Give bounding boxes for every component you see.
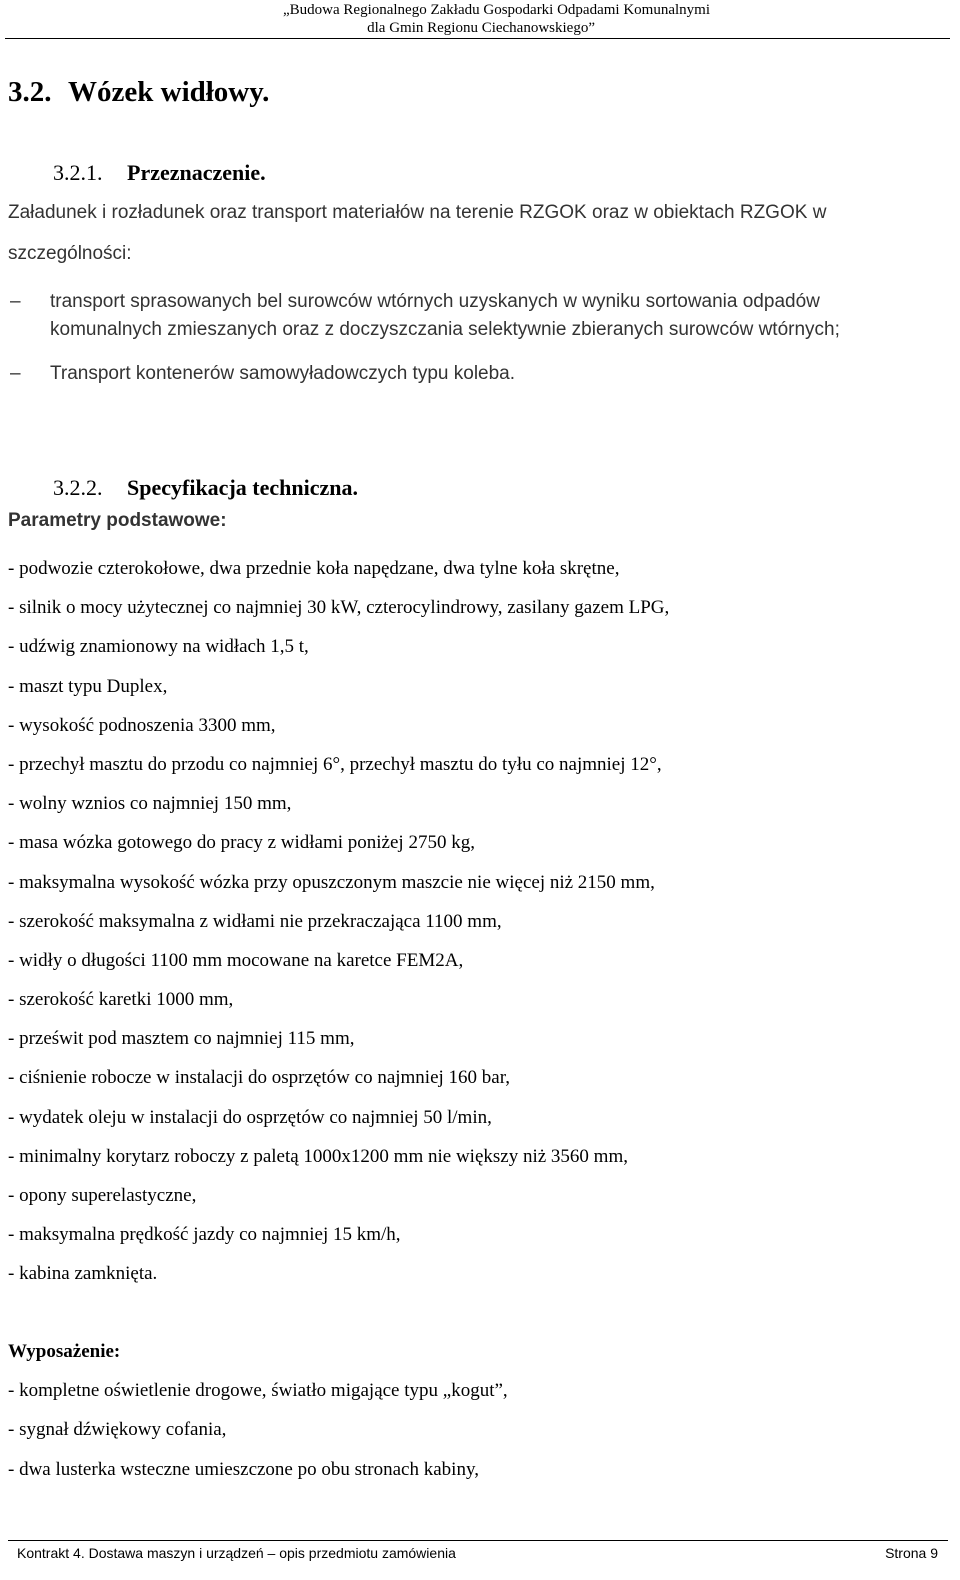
params-title: Parametry podstawowe: (8, 510, 227, 531)
param-item: - podwozie czterokołowe, dwa przednie koła napędzane, dwa tylne koła skrętne, (8, 558, 620, 579)
bullet-text-line-1: transport sprasowanych bel surowców wtórnych uzyskanych w wyniku sortowania odpadów (50, 291, 820, 312)
param-item: - maksymalna prędkość jazdy co najmniej 15 km/h, (8, 1224, 401, 1246)
purpose-bullet (8, 360, 948, 388)
bullet-dash: – (10, 291, 21, 312)
footer-page-number: Strona 9 (885, 1545, 938, 1561)
purpose-heading (53, 160, 266, 186)
purpose-intro-line-2: szczególności: (8, 243, 132, 264)
equipment-list (8, 1371, 508, 1489)
footer-contract: Kontrakt 4. Dostawa maszyn i urządzeń – opis przedmiotu zamówienia (17, 1545, 456, 1561)
param-item: - szerokość karetki 1000 mm, (8, 989, 234, 1011)
equipment-item: - sygnał dźwiękowy cofania, (8, 1419, 227, 1441)
param-item: - masa wózka gotowego do pracy z widłami poniżej 2750 kg, (8, 832, 475, 854)
param-item: - maszt typu Duplex, (8, 675, 168, 697)
param-item: - wolny wznios co najmniej 150 mm, (8, 793, 292, 815)
purpose-bullets (8, 288, 948, 388)
params-list (8, 549, 669, 1294)
purpose-number: 3.2.1. (53, 160, 103, 185)
param-item: - kabina zamknięta. (8, 1263, 158, 1285)
section-number: 3.2. (8, 76, 52, 108)
header-line-2: dla Gmin Regionu Ciechanowskiego” (367, 20, 595, 36)
spec-title: Specyfikacja techniczna. (127, 475, 358, 500)
param-item: - wysokość podnoszenia 3300 mm, (8, 714, 276, 736)
purpose-title: Przeznaczenie. (127, 160, 266, 185)
equipment-title: Wyposażenie: (8, 1341, 121, 1362)
equipment-item: - kompletne oświetlenie drogowe, światło migające typu „kogut”, (8, 1380, 508, 1401)
spec-number: 3.2.2. (53, 475, 103, 500)
bullet-dash: – (10, 363, 21, 384)
header-rule (5, 38, 950, 39)
param-item: - opony superelastyczne, (8, 1185, 197, 1206)
section-title: Wózek widłowy. (68, 76, 270, 108)
param-item: - minimalny korytarz roboczy z paletą 1000x1200 mm nie większy niż 3560 mm, (8, 1145, 628, 1167)
param-item: - silnik o mocy użytecznej co najmniej 30 kW, czterocylindrowy, zasilany gazem LPG, (8, 597, 670, 619)
param-item: - udźwig znamionowy na widłach 1,5 t, (8, 636, 309, 658)
equipment-item: - dwa lusterka wsteczne umieszczone po obu stronach kabiny, (8, 1458, 479, 1480)
footer-rule (8, 1540, 948, 1541)
section-heading (8, 76, 269, 109)
param-item: - widły o długości 1100 mm mocowane na karetce FEM2A, (8, 949, 464, 971)
purpose-intro-line-1: Załadunek i rozładunek oraz transport materiałów na terenie RZGOK oraz w obiektach RZGOK w (8, 202, 827, 223)
purpose-bullet (8, 288, 948, 344)
param-item: - prześwit pod masztem co najmniej 115 mm, (8, 1028, 355, 1050)
param-item: - wydatek oleju w instalacji do osprzętów co najmniej 50 l/min, (8, 1106, 492, 1128)
bullet-text-line-2: komunalnych zmieszanych oraz z doczyszczania selektywnie zbieranych surowców wtórnych; (50, 319, 840, 340)
header-line-1: „Budowa Regionalnego Zakładu Gospodarki Odpadami Komunalnymi (283, 2, 710, 18)
bullet-text-line-1: Transport kontenerów samowyładowczych typu koleba. (50, 363, 516, 384)
param-item: - szerokość maksymalna z widłami nie przekraczająca 1100 mm, (8, 910, 502, 932)
param-item: - maksymalna wysokość wózka przy opuszczonym maszcie nie więcej niż 2150 mm, (8, 871, 655, 893)
param-item: - przechył masztu do przodu co najmniej 6°, przechył masztu do tyłu co najmniej 12°, (8, 753, 662, 775)
spec-heading (53, 475, 358, 501)
param-item: - ciśnienie robocze w instalacji do osprzętów co najmniej 160 bar, (8, 1067, 511, 1089)
